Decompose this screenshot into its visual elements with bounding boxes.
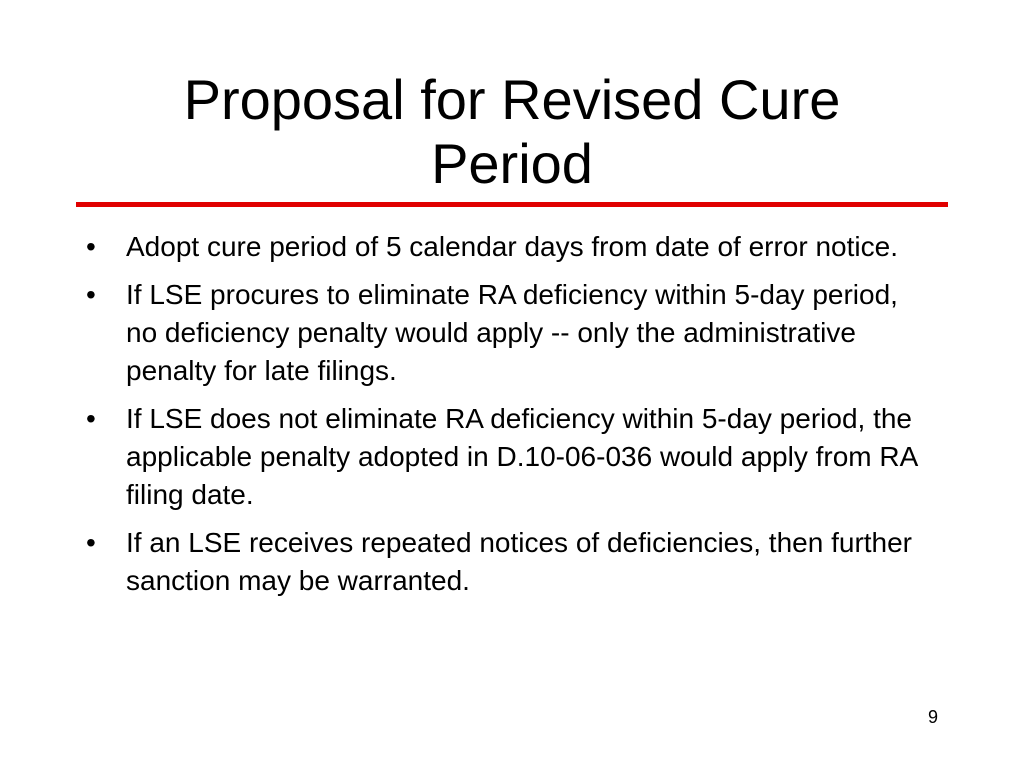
bullet-text: If an LSE receives repeated notices of deficiencies, then further sanction may be warranted.: [126, 527, 913, 596]
slide-title-line-2: Period: [431, 132, 593, 195]
bullet-item: [86, 524, 936, 600]
bullet-item: [86, 400, 936, 514]
page-number: 9: [927, 707, 938, 727]
slide-title-line-1: Proposal for Revised Cure: [183, 68, 841, 131]
bullet-icon: •: [86, 527, 96, 558]
slide-title: [80, 68, 944, 196]
bullet-icon: •: [86, 403, 96, 434]
title-underline-rule: [76, 202, 948, 207]
bullet-item: [86, 276, 936, 390]
bullet-text: If LSE procures to eliminate RA deficiency within 5-day period, no deficiency penalty would apply -- only the administrative penalty for late filings.: [126, 279, 898, 386]
bullet-list: [86, 228, 936, 610]
bullet-item: [86, 228, 936, 266]
bullet-icon: •: [86, 279, 96, 310]
bullet-text: If LSE does not eliminate RA deficiency within 5-day period, the applicable penalty adopted in D.10-06-036 would apply from RA filing date.: [126, 403, 917, 510]
bullet-icon: •: [86, 231, 96, 262]
bullet-text: Adopt cure period of 5 calendar days from date of error notice.: [126, 231, 898, 262]
